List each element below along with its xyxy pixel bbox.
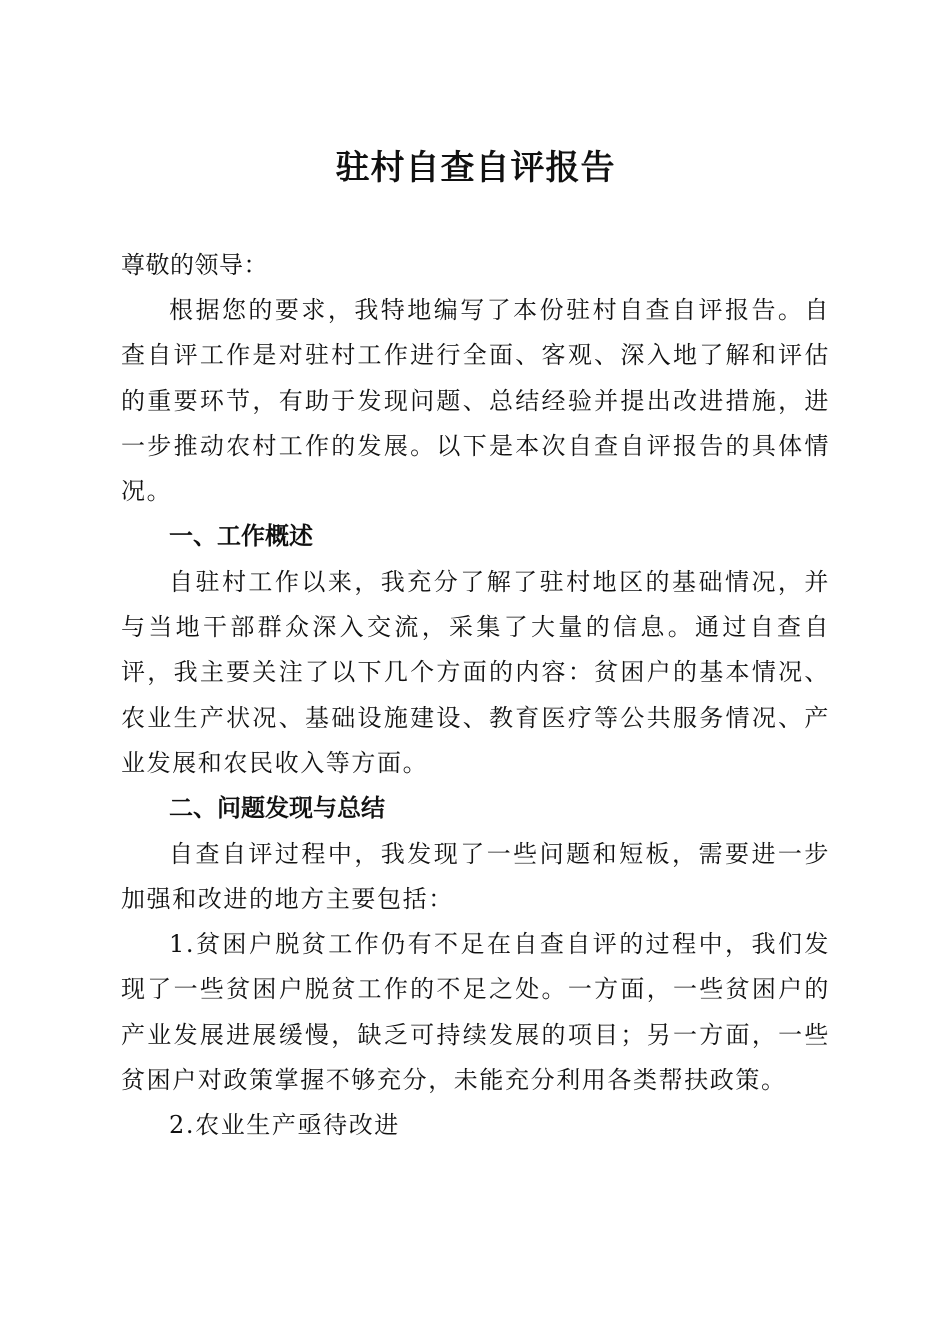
salutation: 尊敬的领导： xyxy=(121,251,268,279)
document-title: 驻村自查自评报告 xyxy=(335,148,616,188)
intro-paragraph: 根据您的要求，我特地编写了本份驻村自查自评报告。自查自评工作是对驻村工作进行全面、客观、深入地了解和评估的重要环节，有助于发现问题、总结经验并提出改进措施，进一步推动农村工作的发展。以下是本次自查自评报告的具体情况。 xyxy=(121,296,830,506)
problem-item-2: 2.农业生产亟待改进 xyxy=(169,1111,400,1140)
section-heading-problems: 二、问题发现与总结 xyxy=(169,794,385,823)
overview-paragraph: 自驻村工作以来，我充分了解了驻村地区的基础情况，并与当地干部群众深入交流，采集了大量的信息。通过自查自评，我主要关注了以下几个方面的内容：贫困户的基本情况、农业生产状况、基础设施建设、教育医疗等公共服务情况、产业发展和农民收入等方面。 xyxy=(121,567,830,777)
problems-paragraph: 自查自评过程中，我发现了一些问题和短板，需要进一步加强和改进的地方主要包括： xyxy=(121,839,830,913)
problem-item-1: 1.贫困户脱贫工作仍有不足在自查自评的过程中，我们发现了一些贫困户脱贫工作的不足之处。一方面，一些贫困户的产业发展进展缓慢，缺乏可持续发展的项目；另一方面，一些贫困户对政策掌握不够充分，未能充分利用各类帮扶政策。 xyxy=(121,930,830,1095)
section-heading-overview: 一、工作概述 xyxy=(169,522,313,551)
document-body xyxy=(121,128,830,1149)
